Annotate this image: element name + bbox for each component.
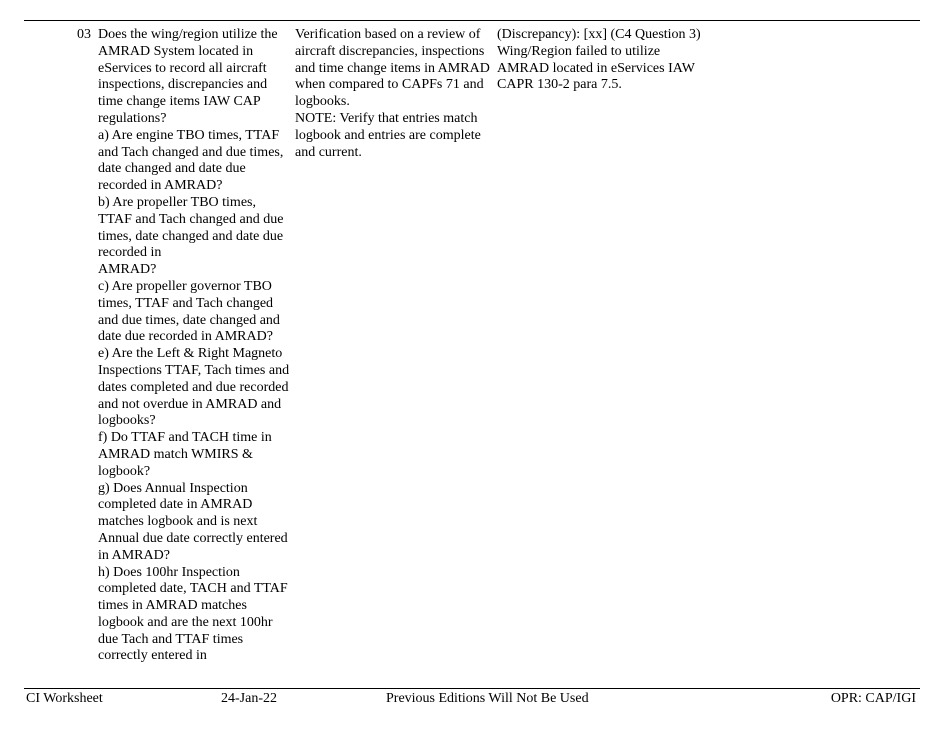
discrepancy-text: (Discrepancy): [xx] (C4 Question 3) Wing/Region failed to utilize AMRAD located in eServices IAW CAPR 130-2 para 7.5. [497,27,701,93]
verification-text: Verification based on a review of aircraft discrepancies, inspections and time change items in AMRAD when compared to CAPFs 71 and logbooks. NOTE: Verify that entries match logbook and entries are complete and current. [295,27,490,160]
question-number: 03 [77,27,91,42]
footer-rule [24,688,920,689]
footer-form-name: CI Worksheet [26,691,103,706]
top-rule [24,20,920,21]
question-text: Does the wing/region utilize the AMRAD System located in eServices to record all aircraft inspections, discrepancies and time change items IAW CAP regulations? a) Are engine TBO times, TTAF and Tach changed and due times, date changed and date due recorded in AMRAD? b) Are propeller TBO times, TTAF and Tach changed and due times, date changed and date due recorded in AMRAD? c) Are propeller governor TBO times, TTAF and Tach changed and due times, date changed and date due recorded in AMRAD? e) Are the Left & Right Magneto Inspections TTAF, Tach times and dates completed and due recorded and not overdue in AMRAD and logbooks? f) Do TTAF and TACH time in AMRAD match WMIRS & logbook? g) Does Annual Inspection completed date in AMRAD matches logbook and is next Annual due date correctly entered in AMRAD? h) Does 100hr Inspection completed date, TACH and TTAF times in AMRAD matches logbook and are the next 100hr due Tach and TTAF times correctly entered in [98,27,290,664]
footer-date: 24-Jan-22 [221,691,277,706]
footer-opr: OPR: CAP/IGI [830,691,916,706]
footer-notice: Previous Editions Will Not Be Used [386,691,589,706]
